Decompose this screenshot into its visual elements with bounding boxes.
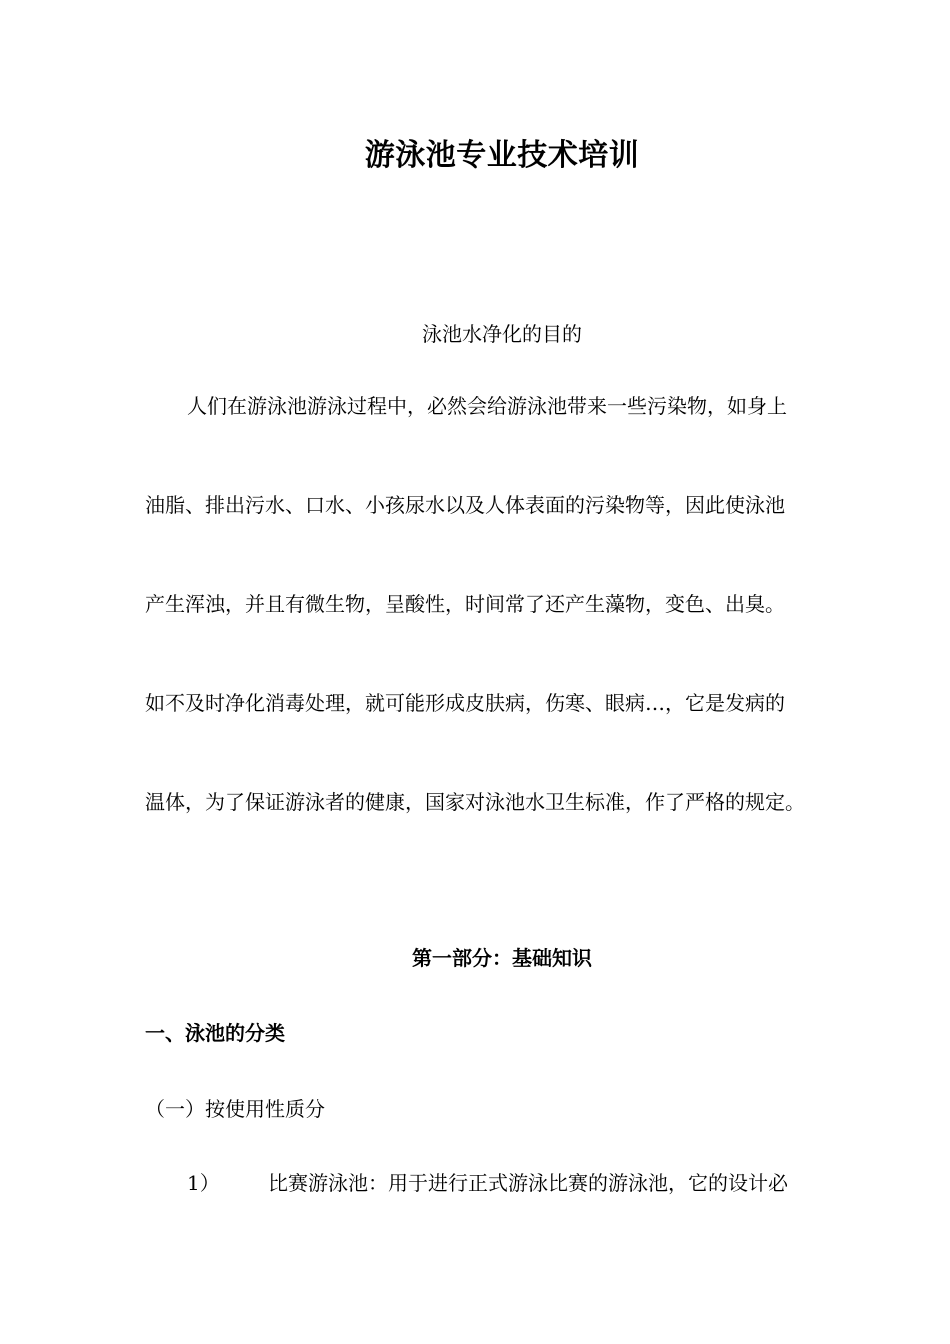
document-subtitle: 泳池水净化的目的	[422, 322, 582, 346]
paragraph-line: 温体，为了保证游泳者的健康，国家对泳池水卫生标准，作了严格的规定。	[145, 790, 805, 814]
section-title: 第一部分：基础知识	[412, 946, 592, 970]
list-item-text: 比赛游泳池：用于进行正式游泳比赛的游泳池，它的设计必	[268, 1171, 788, 1195]
paragraph-line: 产生浑浊，并且有微生物，呈酸性，时间常了还产生藻物，变色、出臭。	[145, 592, 785, 616]
paragraph-line: 油脂、排出污水、口水、小孩尿水以及人体表面的污染物等，因此使泳池	[145, 493, 785, 517]
list-item-number: 1）	[187, 1171, 220, 1195]
paragraph-line: 如不及时净化消毒处理，就可能形成皮肤病，伤寒、眼病…，它是发病的	[145, 691, 785, 715]
document-title: 游泳池专业技术培训	[364, 138, 640, 173]
heading-level-1: 一、泳池的分类	[145, 1021, 285, 1045]
paragraph-line: 人们在游泳池游泳过程中，必然会给游泳池带来一些污染物，如身上	[187, 394, 787, 418]
heading-level-2: （一）按使用性质分	[145, 1097, 325, 1121]
